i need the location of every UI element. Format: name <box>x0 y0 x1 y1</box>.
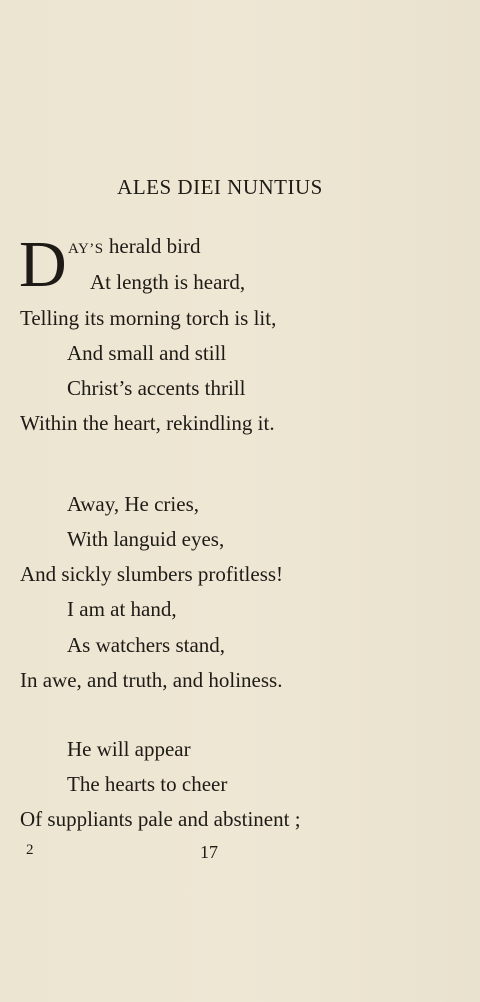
poem-title: ALES DIEI NUNTIUS <box>117 175 323 199</box>
drop-cap: D <box>19 228 67 301</box>
stanza2-line-5: As watchers stand, <box>67 633 226 657</box>
line-text: herald bird <box>103 234 201 258</box>
stanza1-line-6: Within the heart, rekindling it. <box>20 411 275 435</box>
signature-mark: 2 <box>26 842 34 858</box>
stanza2-line-6: In awe, and truth, and holiness. <box>20 668 283 692</box>
stanza1-line-5: Christ’s accents thrill <box>67 376 246 400</box>
stanza3-line-2: The hearts to cheer <box>67 772 228 796</box>
stanza2-line-3: And sickly slumbers profitless! <box>20 562 284 586</box>
stanza1-line-1 <box>68 236 200 257</box>
stanza1-line-4: And small and still <box>67 341 227 365</box>
stanza1-line-3: Telling its morning torch is lit, <box>20 306 277 330</box>
page-number: 17 <box>200 842 218 862</box>
stanza3-line-1: He will appear <box>67 737 191 761</box>
stanza2-line-1: Away, He cries, <box>67 492 199 516</box>
stanza3-line-3: Of suppliants pale and abstinent ; <box>20 807 301 831</box>
stanza2-line-4: I am at hand, <box>67 597 177 621</box>
small-caps-word: AY’S <box>68 241 104 257</box>
stanza1-line-2: At length is heard, <box>90 270 246 294</box>
stanza2-line-2: With languid eyes, <box>67 527 225 551</box>
